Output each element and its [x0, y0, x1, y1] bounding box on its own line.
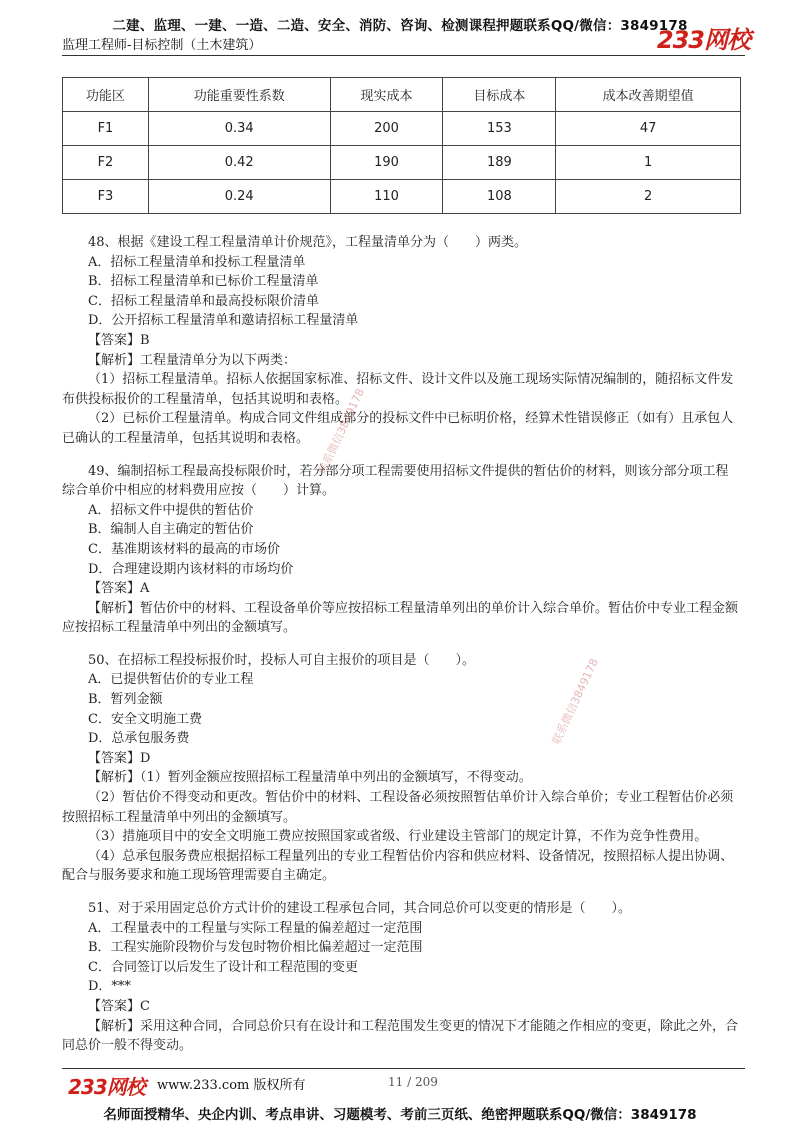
- header-promo: 二建、监理、一建、一造、二造、安全、消防、咨询、检测课程押题联系QQ/微信：3849178: [112, 18, 688, 34]
- answer: 【答案】A: [88, 581, 150, 597]
- answer: 【答案】C: [88, 998, 150, 1014]
- table-cell: F3: [63, 180, 149, 214]
- option: A．已提供暂估价的专业工程: [88, 672, 254, 688]
- table-cell: 1: [556, 146, 741, 180]
- option: C．合同签订以后发生了设计和工程范围的变更: [88, 959, 358, 975]
- option: D．合理建设期内该材料的市场均价: [88, 561, 294, 577]
- table-header-cell: 成本改善期望值: [556, 78, 741, 112]
- option: D．***: [88, 979, 131, 995]
- option: B．招标工程量清单和已标价工程量清单: [88, 274, 319, 290]
- question-stem: 50、在招标工程投标报价时，投标人可自主报价的项目是（ ）。: [88, 652, 476, 668]
- document-subtitle: 监理工程师-目标控制（土木建筑）: [62, 38, 262, 53]
- explanation: 【解析】工程量清单分为以下两类：: [88, 352, 297, 368]
- option: C．招标工程量清单和最高投标限价清单: [88, 293, 319, 309]
- table-cell: 200: [330, 112, 443, 146]
- watermark: 联系微信3849178: [315, 386, 367, 477]
- header-divider: [62, 55, 745, 56]
- table-cell: 47: [556, 112, 741, 146]
- table-header-row: [63, 78, 741, 112]
- footer-copyright[interactable]: www.233.com 版权所有: [157, 1078, 306, 1093]
- footer-logo[interactable]: 233网校: [68, 1075, 145, 1099]
- option: A．招标文件中提供的暂估价: [88, 502, 254, 518]
- question-48: [62, 233, 740, 449]
- footer-promo: 名师面授精华、央企内训、考点串讲、习题模考、考前三页纸、绝密押题联系QQ/微信：3849178: [103, 1107, 697, 1123]
- table-row: [63, 112, 741, 146]
- cost-table: [62, 77, 741, 214]
- table-header-cell: 功能重要性系数: [148, 78, 330, 112]
- option: C．基准期该材料的最高的市场价: [88, 541, 280, 557]
- table-cell: 190: [330, 146, 443, 180]
- table-cell: 0.42: [148, 146, 330, 180]
- question-stem: 48、根据《建设工程工程量清单计价规范》，工程量清单分为（ ）两类。: [88, 235, 528, 250]
- option: B．编制人自主确定的暂估价: [88, 522, 254, 538]
- table-cell: F1: [63, 112, 149, 146]
- answer: 【答案】D: [88, 750, 151, 766]
- option: A．工程量表中的工程量与实际工程量的偏差超过一定范围: [88, 920, 423, 936]
- explanation: （2）已标价工程量清单。构成合同文件组成部分的投标文件中已标明价格，经算术性错误修正（如有）且承包人已确认的工程量清单，包括其说明和表格。: [62, 411, 734, 446]
- question-stem: 49、编制招标工程最高投标限价时，若分部分项工程需要使用招标文件提供的暂估价的材料，则该分部分项工程综合单价中相应的材料费用应按（ ）计算。: [62, 463, 729, 499]
- question-list: [62, 233, 740, 1056]
- option: C．安全文明施工费: [88, 711, 202, 727]
- question-51: [62, 899, 740, 1056]
- explanation: 【解析】暂估价中的材料、工程设备单价等应按招标工程量清单列出的单价计入综合单价。暂估价中专业工程金额应按招标工程量清单中列出的金额填写。: [62, 600, 739, 636]
- question-stem: 51、对于采用固定总价方式计价的建设工程承包合同，其合同总价可以变更的情形是（ ）。: [88, 901, 632, 916]
- question-50: [62, 651, 740, 886]
- table-row: [63, 180, 741, 214]
- explanation: （3）措施项目中的安全文明施工费应按照国家或省级、行业建设主管部门的规定计算，不作为竞争性费用。: [88, 829, 708, 845]
- table-cell: 2: [556, 180, 741, 214]
- table-cell: 0.24: [148, 180, 330, 214]
- table-cell: 110: [330, 180, 443, 214]
- site-logo[interactable]: 233网校: [656, 26, 750, 54]
- table-cell: 0.34: [148, 112, 330, 146]
- footer-divider: [62, 1068, 745, 1069]
- explanation: （1）招标工程量清单。招标人依据国家标准、招标文件、设计文件以及施工现场实际情况编制的，随招标文件发布供投标报价的工程量清单，包括其说明和表格。: [62, 372, 734, 407]
- question-49: [62, 462, 740, 638]
- answer: 【答案】B: [88, 332, 150, 348]
- option: B．工程实施阶段物价与发包时物价相比偏差超过一定范围: [88, 940, 423, 956]
- explanation: 【解析】（1）暂列金额应按照招标工程量清单中列出的金额填写，不得变动。: [88, 770, 532, 786]
- explanation: 【解析】采用这种合同，合同总价只有在设计和工程范围发生变更的情况下才能随之作相应的变更，除此之外，合同总价一般不得变动。: [62, 1018, 739, 1054]
- table-header-cell: 功能区: [63, 78, 149, 112]
- table-cell: F2: [63, 146, 149, 180]
- table-header-cell: 现实成本: [330, 78, 443, 112]
- watermark: 联系微信3849178: [549, 656, 601, 747]
- option: D．公开招标工程量清单和邀请招标工程量清单: [88, 313, 359, 329]
- table-cell: 108: [443, 180, 556, 214]
- option: B．暂列金额: [88, 692, 163, 708]
- option: A．招标工程量清单和投标工程量清单: [88, 254, 306, 270]
- option: D．总承包服务费: [88, 731, 190, 747]
- table-cell: 189: [443, 146, 556, 180]
- table-cell: 153: [443, 112, 556, 146]
- page-number: 11 / 209: [388, 1075, 438, 1089]
- table-header-cell: 目标成本: [443, 78, 556, 112]
- explanation: （4）总承包服务费应根据招标工程量列出的专业工程暂估价内容和供应材料、设备情况，按照招标人提出协调、配合与服务要求和施工现场管理需要自主确定。: [62, 848, 734, 884]
- explanation: （2）暂估价不得变动和更改。暂估价中的材料、工程设备必须按照暂估单价计入综合单价；专业工程暂估价必须按照招标工程量清单中列出的金额填写。: [62, 790, 734, 825]
- table-row: [63, 146, 741, 180]
